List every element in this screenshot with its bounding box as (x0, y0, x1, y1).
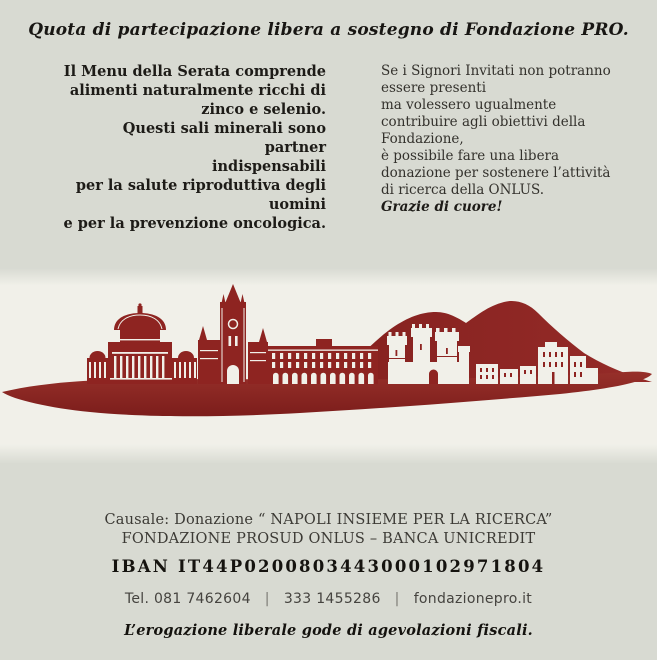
invitation-line: è possibile fare una libera (381, 148, 560, 164)
menu-description-column (60, 62, 326, 233)
basilica-dome-building (87, 303, 197, 384)
thanks-line: Grazie di cuore! (381, 199, 503, 215)
iban-line: IBAN IT44P0200803443000102971804 (111, 557, 546, 576)
invitation-line: Fondazione, (381, 131, 464, 147)
menu-line: indispensabili (212, 158, 326, 175)
phone-number-2: 333 1455286 (283, 591, 381, 607)
invitation-line: di ricerca della ONLUS. (381, 182, 545, 198)
invitation-line: essere presenti (381, 80, 487, 96)
website-text: fondazionepro.it (413, 591, 533, 607)
menu-line: Il Menu della Serata comprende (63, 63, 326, 80)
donation-invitation-column (381, 63, 631, 216)
menu-line: zinco e selenio. (201, 101, 326, 118)
menu-line: uomini (268, 196, 326, 213)
menu-line: alimenti naturalmente ricchi di (69, 82, 326, 99)
page-title: Quota di partecipazione libera a sostegno di Fondazione PRO. (28, 20, 629, 40)
menu-line: Questi sali minerali sono partner (122, 120, 326, 156)
invitation-line: contribuire agli obiettivi della (381, 114, 586, 130)
invitation-line: Se i Signori Invitati non potranno (381, 63, 611, 79)
donation-beneficiary: FONDAZIONE PROSUD ONLUS – BANCA UNICREDIT (121, 531, 536, 547)
menu-line: per la salute riproduttiva degli (75, 177, 326, 194)
cathedral (198, 284, 268, 384)
menu-line: e per la prevenzione oncologica. (63, 215, 326, 232)
naples-skyline-illustration (0, 272, 657, 432)
tax-benefit-note: L’erogazione liberale gode di agevolazioni fiscali. (124, 622, 533, 639)
phone-number-1: Tel. 081 7462604 (124, 591, 251, 607)
donation-causale: Causale: Donazione “ NAPOLI INSIEME PER LA RICERCA” (104, 512, 553, 528)
donation-details (0, 511, 657, 639)
invitation-line: donazione per sostenere l’attività (381, 165, 611, 181)
invitation-line: ma volessero ugualmente (381, 97, 557, 113)
contact-line (0, 591, 657, 607)
separator-pipe: | (264, 591, 270, 607)
royal-palace (268, 339, 378, 384)
separator-pipe: | (394, 591, 400, 607)
